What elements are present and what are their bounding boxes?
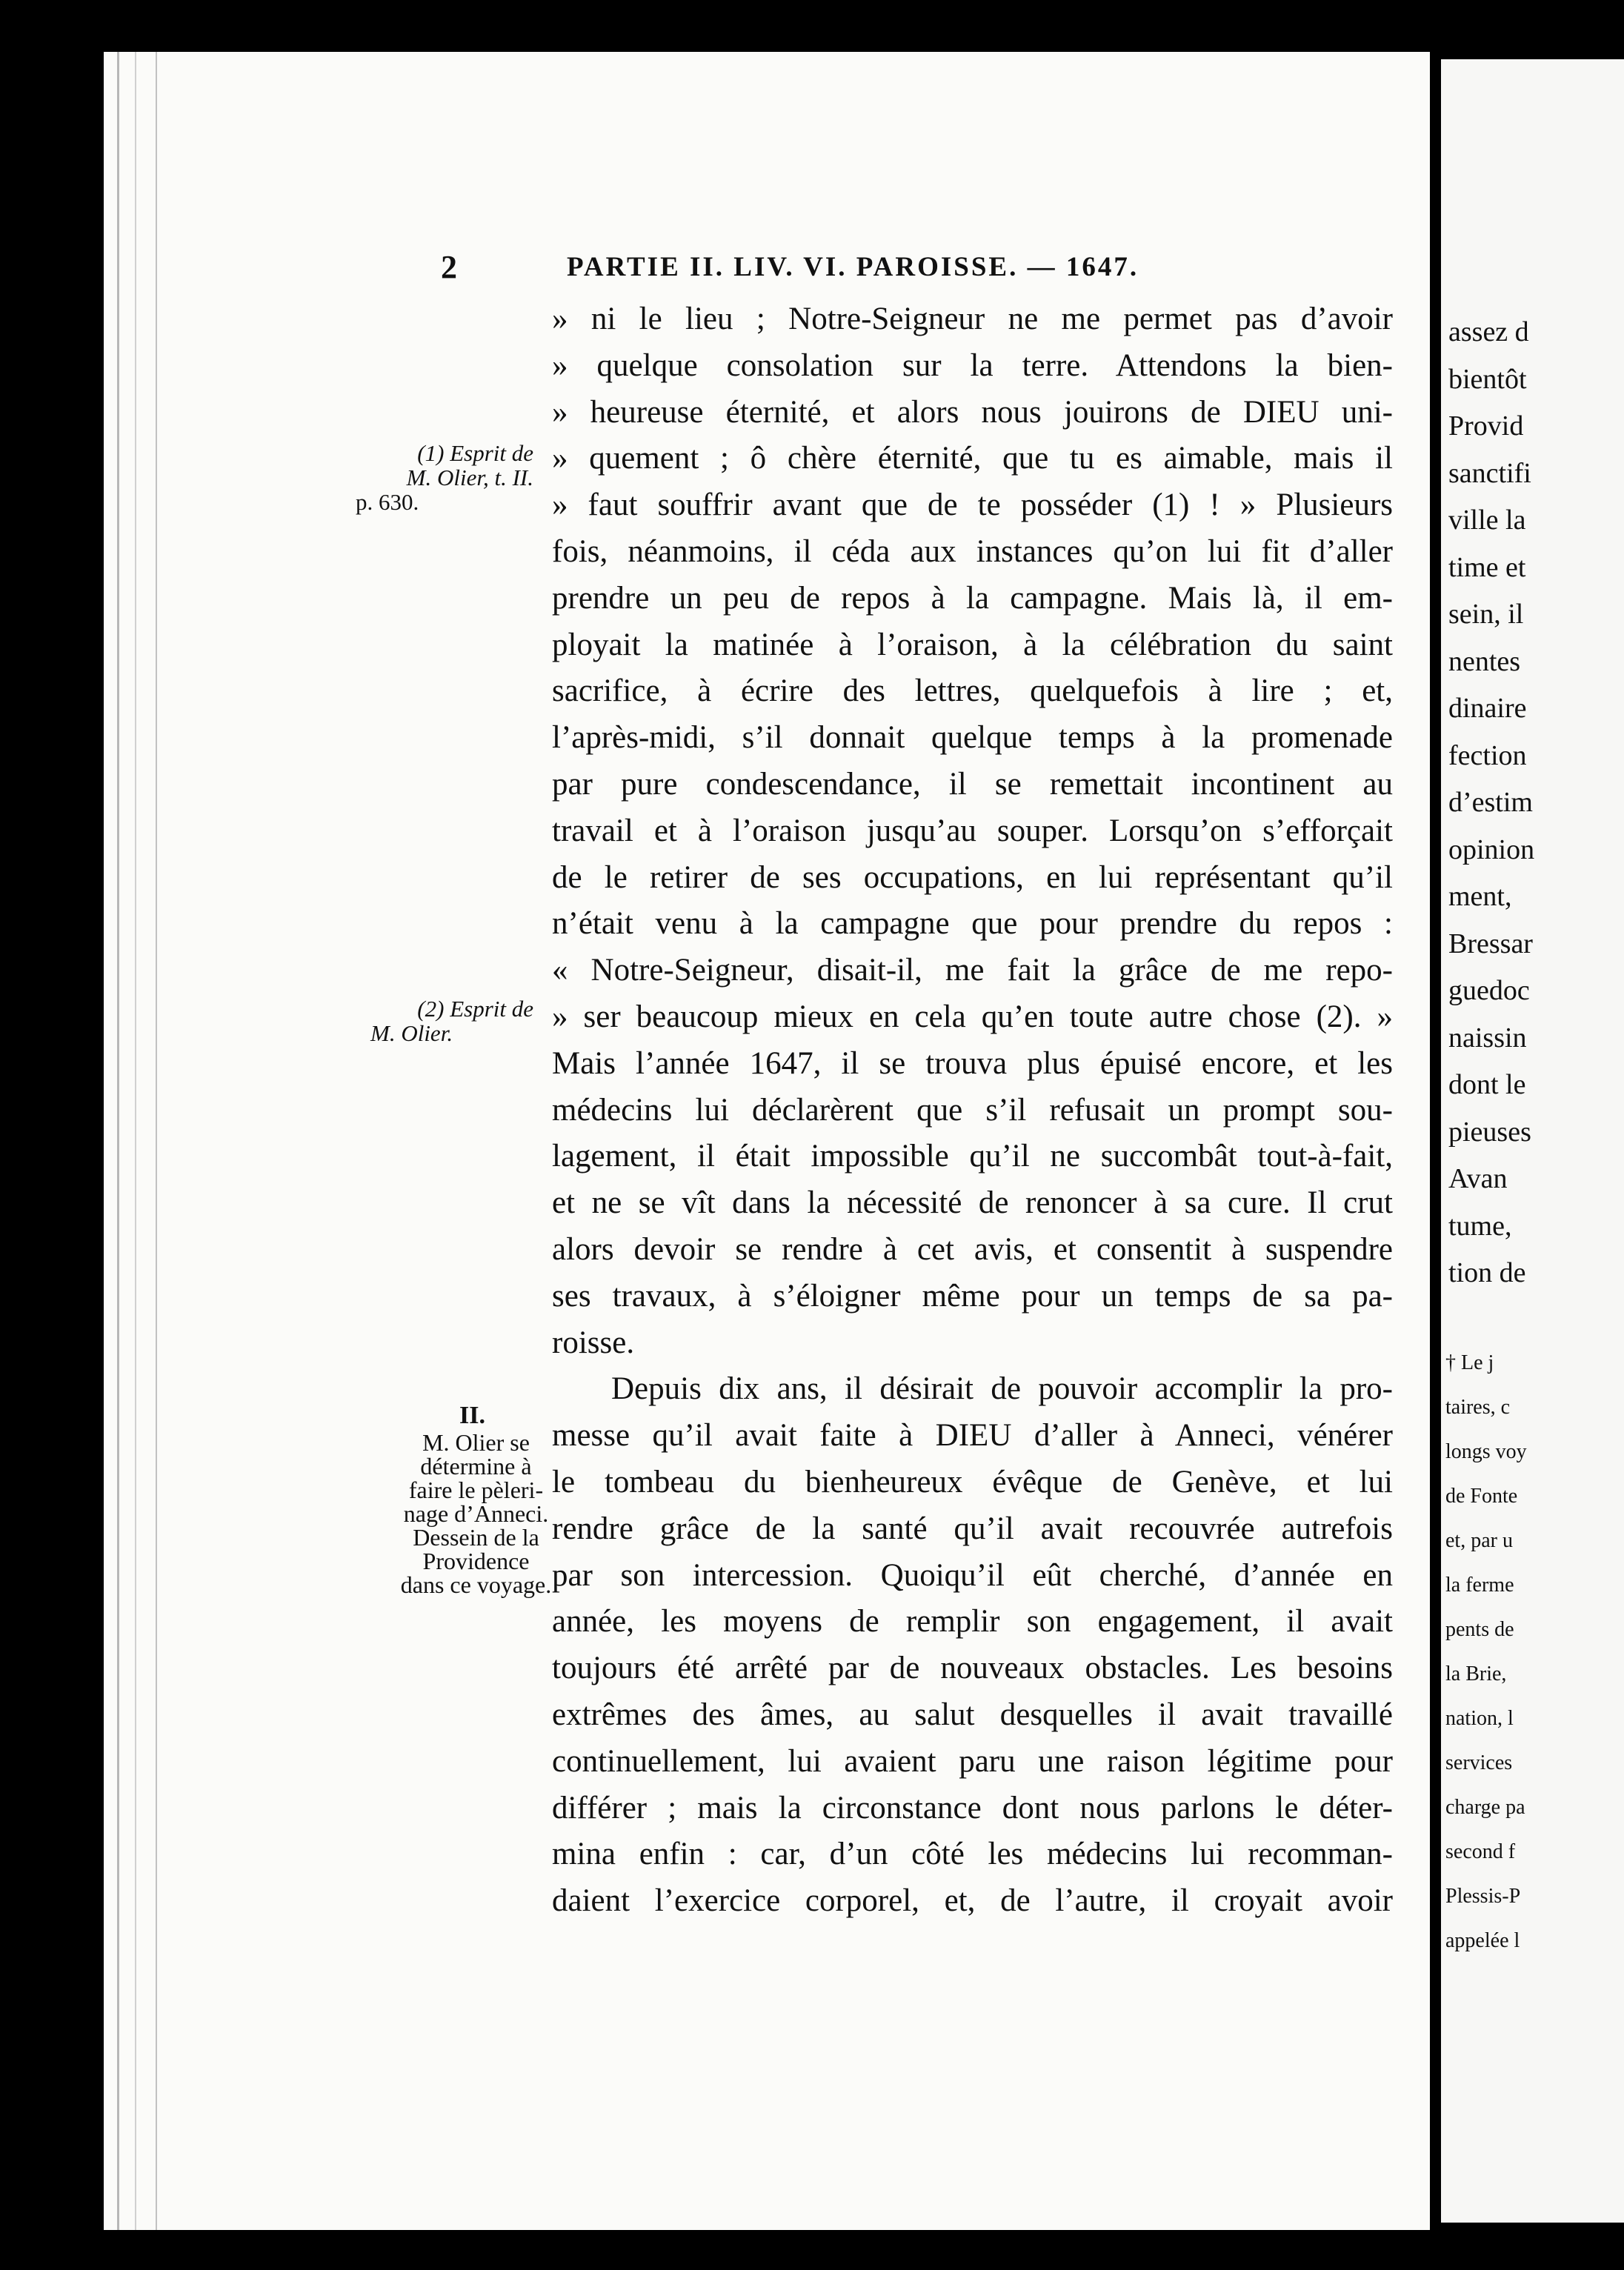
text-line: de le retirer de ses occupations, en lui représentant qu’il xyxy=(552,859,1393,895)
adjacent-footnote-line: la Brie, xyxy=(1445,1662,1507,1685)
text-line: » ni le lieu ; Notre-Seigneur ne me permet pas d’avoir xyxy=(552,302,1393,336)
text-line: sacrifice, à écrire des lettres, quelquefois à lire ; et, xyxy=(552,673,1393,709)
adjacent-footnote-line: taires, c xyxy=(1445,1396,1511,1419)
adjacent-footnote-line: second f xyxy=(1445,1840,1516,1863)
adjacent-text-line: time et xyxy=(1448,551,1526,583)
text-line: différer ; mais la circonstance dont nous parlons le déter- xyxy=(552,1790,1393,1825)
adjacent-text-line: ville la xyxy=(1448,505,1526,536)
text-line: lagement, il était impossible qu’il ne succombât tout-à-fait, xyxy=(552,1139,1393,1174)
adjacent-text-line: Provid xyxy=(1448,410,1524,442)
text-line: » quement ; ô chère éternité, que tu es aimable, mais il xyxy=(552,441,1393,476)
text-line: « Notre-Seigneur, disait-il, me fait la grâce de me repo- xyxy=(552,953,1393,988)
adjacent-text-line: tion de xyxy=(1448,1257,1526,1288)
adjacent-footnote-line: de Fonte xyxy=(1445,1485,1518,1508)
text-line: » quelque consolation sur la terre. Attendons la bien- xyxy=(552,347,1393,383)
adjacent-footnote-line: charge pa xyxy=(1445,1796,1525,1819)
text-line: fois, néanmoins, il céda aux instances qu’on lui fit d’aller xyxy=(552,533,1393,569)
sidenote-line: Providence xyxy=(422,1548,530,1574)
footnote-ref-1 xyxy=(348,441,533,514)
text-line: Mais l’année 1647, il se trouva plus épuisé encore, et les xyxy=(552,1045,1393,1081)
adjacent-text-line: nentes xyxy=(1448,645,1521,677)
text-line: l’après-midi, s’il donnait quelque temps à la promenade xyxy=(552,720,1393,756)
page-edge xyxy=(135,52,136,2230)
page-edge xyxy=(156,52,157,2230)
text-line: ses travaux, à s’éloigner même pour un temps de sa pa- xyxy=(552,1278,1393,1314)
note1-line: (1) Esprit de xyxy=(417,440,533,466)
text-line: » heureuse éternité, et alors nous jouirons de DIEU uni- xyxy=(552,394,1393,430)
adjacent-text-line: pieuses xyxy=(1448,1116,1531,1148)
adjacent-text-line: dont le xyxy=(1448,1069,1526,1100)
page-edge xyxy=(117,52,119,2230)
text-line: » faut souffrir avant que de te posséder (1) ! » Plusieurs xyxy=(552,487,1393,523)
sidenote-line: M. Olier se xyxy=(422,1429,530,1456)
text-line: Depuis dix ans, il désirait de pouvoir accomplir la pro- xyxy=(611,1371,1393,1407)
adjacent-footnote-line: pents de xyxy=(1445,1618,1514,1641)
adjacent-footnote-line: services xyxy=(1445,1751,1513,1774)
adjacent-footnote-line: † Le j xyxy=(1445,1351,1494,1374)
adjacent-text-line: sein, il xyxy=(1448,599,1524,630)
text-line: prendre un peu de repos à la campagne. Mais là, il em- xyxy=(552,580,1393,616)
adjacent-text-line: sanctifi xyxy=(1448,457,1531,489)
text-line: le tombeau du bienheureux évêque de Genève, et lui xyxy=(552,1464,1393,1500)
adjacent-footnote-line: Plessis-P xyxy=(1445,1885,1521,1908)
text-line: rendre grâce de la santé qu’il avait recouvrée autrefois xyxy=(552,1511,1393,1546)
text-line: par son intercession. Quoiqu’il eût cherché, d’année en xyxy=(552,1557,1393,1593)
adjacent-text-line: tume, xyxy=(1448,1210,1512,1242)
sidenote-line: détermine à xyxy=(420,1453,532,1480)
section-sidenote xyxy=(385,1404,567,1597)
footnote-ref-2 xyxy=(348,996,533,1045)
text-line: mina enfin : car, d’un côté les médecins lui recomman- xyxy=(552,1837,1393,1872)
text-line: alors devoir se rendre à cet avis, et consentit à suspendre xyxy=(552,1231,1393,1267)
adjacent-page xyxy=(1441,59,1624,2223)
text-line: roisse. xyxy=(552,1325,635,1360)
adjacent-footnote-line: longs voy xyxy=(1445,1440,1527,1463)
text-line: année, les moyens de remplir son engagement, il avait xyxy=(552,1604,1393,1640)
text-line: et ne se vît dans la nécessité de renoncer à sa cure. Il crut xyxy=(552,1185,1393,1221)
adjacent-text-line: guedoc xyxy=(1448,975,1530,1006)
adjacent-text-line: ment, xyxy=(1448,881,1512,912)
text-line: travail et à l’oraison jusqu’au souper. Lorsqu’on s’efforçait xyxy=(552,813,1393,848)
adjacent-text-line: fection xyxy=(1448,739,1527,771)
text-line: extrêmes des âmes, au salut desquelles il avait travaillé xyxy=(552,1697,1393,1732)
text-line: par pure condescendance, il se remettait incontinent au xyxy=(552,766,1393,802)
note2-line: (2) Esprit de xyxy=(417,996,533,1022)
text-line: n’était venu à la campagne que pour prendre du repos : xyxy=(552,906,1393,942)
sidenote-line: dans ce voyage. xyxy=(400,1571,552,1598)
text-line: continuellement, lui avaient paru une raison légitime pour xyxy=(552,1743,1393,1779)
text-line: médecins lui déclarèrent que s’il refusait un prompt sou- xyxy=(552,1092,1393,1128)
adjacent-footnote-line: nation, l xyxy=(1445,1707,1514,1730)
adjacent-footnote-line: appelée l xyxy=(1445,1929,1520,1952)
note1-line: p. 630. xyxy=(356,489,419,515)
sidenote-line: nage d’Anneci. xyxy=(403,1500,549,1527)
adjacent-text-line: naissin xyxy=(1448,1022,1527,1054)
adjacent-footnote-line: et, par u xyxy=(1445,1529,1513,1552)
text-line: toujours été arrêté par de nouveaux obstacles. Les besoins xyxy=(552,1651,1393,1686)
sidenote-line: faire le pèleri- xyxy=(408,1477,544,1503)
text-line: ployait la matinée à l’oraison, à la célébration du saint xyxy=(552,627,1393,662)
page-number: 2 xyxy=(441,249,459,285)
adjacent-text-line: opinion xyxy=(1448,833,1535,865)
text-line: messe qu’il avait faite à DIEU d’aller à Anneci, vénérer xyxy=(552,1418,1393,1454)
section-number: II. xyxy=(459,1402,485,1429)
note1-line: M. Olier, t. II. xyxy=(406,465,533,490)
adjacent-text-line: d’estim xyxy=(1448,787,1533,818)
text-line: » ser beaucoup mieux en cela qu’en toute autre chose (2). » xyxy=(552,999,1393,1034)
main-text xyxy=(552,296,1393,1925)
note2-line: M. Olier. xyxy=(370,1020,453,1046)
adjacent-text-line: Bressar xyxy=(1448,928,1533,959)
text-line: daient l’exercice corporel, et, de l’autre, il croyait avoir xyxy=(552,1883,1393,1919)
adjacent-text-line: dinaire xyxy=(1448,693,1527,724)
adjacent-footnote-line: la ferme xyxy=(1445,1574,1514,1597)
adjacent-text-line: assez d xyxy=(1448,316,1529,347)
adjacent-text-line: bientôt xyxy=(1448,363,1527,395)
adjacent-text-line: Avan xyxy=(1448,1163,1508,1194)
running-title: PARTIE II. LIV. VI. PAROISSE. — 1647. xyxy=(567,252,1139,282)
sidenote-line: Dessein de la xyxy=(413,1524,539,1551)
